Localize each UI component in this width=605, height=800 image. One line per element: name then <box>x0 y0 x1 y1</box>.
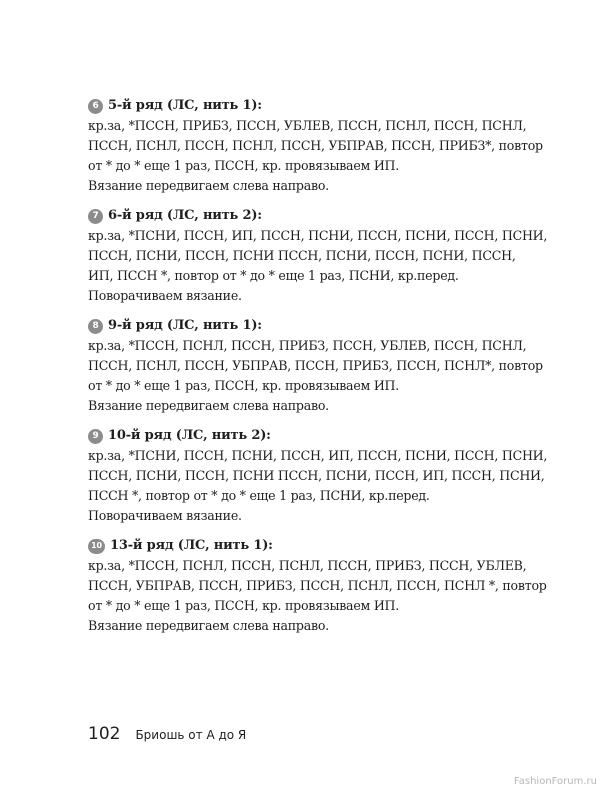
instruction-section-row-10 <box>88 426 548 526</box>
instruction-section-row-5 <box>88 96 548 196</box>
instruction-line: Поворачиваем вязание. <box>88 508 242 523</box>
instruction-line: от * до * еще 1 раз, ПССН, кр. провязываем ИП. <box>88 158 400 173</box>
instruction-line: кр.за, *ПСНИ, ПССН, ИП, ПССН, ПСНИ, ПССН, ПСНИ, ПССН, ПСНИ, <box>88 228 548 243</box>
watermark: FashionForum.ru <box>513 776 597 787</box>
instruction-line: ПССН, ПСНЛ, ПССН, УБПРАВ, ПССН, ПРИБЗ, ПССН, ПСНЛ*, повтор <box>88 358 543 373</box>
instruction-line: кр.за, *ПССН, ПСНЛ, ПССН, ПРИБЗ, ПССН, УБЛЕВ, ПССН, ПСНЛ, <box>88 338 527 353</box>
instruction-line: ПССН *, повтор от * до * еще 1 раз, ПСНИ, кр.перед. <box>88 488 430 503</box>
instruction-line: от * до * еще 1 раз, ПССН, кр. провязываем ИП. <box>88 378 400 393</box>
instruction-section-row-13 <box>88 536 548 636</box>
instruction-line: кр.за, *ПССН, ПРИБЗ, ПССН, УБЛЕВ, ПССН, ПСНЛ, ПССН, ПСНЛ, <box>88 118 527 133</box>
page-number: 102 <box>88 724 121 744</box>
instruction-line: ПССН, ПСНЛ, ПССН, ПСНЛ, ПССН, УБПРАВ, ПССН, ПРИБЗ*, повтор <box>88 138 543 153</box>
instruction-line: Вязание передвигаем слева направо. <box>88 398 329 413</box>
row-heading-text: 6-й ряд (ЛС, нить 2): <box>108 208 262 223</box>
row-heading-text: 10-й ряд (ЛС, нить 2): <box>108 428 271 443</box>
instruction-line: Вязание передвигаем слева направо. <box>88 178 329 193</box>
step-number-badge: 8 <box>88 319 103 334</box>
instruction-line: кр.за, *ПССН, ПСНЛ, ПССН, ПСНЛ, ПССН, ПРИБЗ, ПССН, УБЛЕВ, <box>88 558 527 573</box>
instruction-line: Вязание передвигаем слева направо. <box>88 618 329 633</box>
instruction-line: ПССН, ПСНИ, ПССН, ПСНИ ПССН, ПСНИ, ПССН, ПСНИ, ПССН, <box>88 248 516 263</box>
instruction-line: ПССН, УБПРАВ, ПССН, ПРИБЗ, ПССН, ПСНЛ, ПССН, ПСНЛ *, повтор <box>88 578 547 593</box>
instruction-line: Поворачиваем вязание. <box>88 288 242 303</box>
instruction-section-row-9 <box>88 316 548 416</box>
section-heading <box>88 206 548 226</box>
row-heading-text: 13-й ряд (ЛС, нить 1): <box>110 538 273 553</box>
section-heading <box>88 96 548 116</box>
row-heading-text: 5-й ряд (ЛС, нить 1): <box>108 98 262 113</box>
instruction-line: ИП, ПССН *, повтор от * до * еще 1 раз, ПСНИ, кр.перед. <box>88 268 459 283</box>
page-footer <box>88 724 246 748</box>
section-heading <box>88 316 548 336</box>
section-heading <box>88 536 548 556</box>
step-number-badge: 9 <box>88 429 103 444</box>
instruction-line: ПССН, ПСНИ, ПССН, ПСНИ ПССН, ПСНИ, ПССН, ИП, ПССН, ПСНИ, <box>88 468 545 483</box>
instruction-line: кр.за, *ПСНИ, ПССН, ПСНИ, ПССН, ИП, ПССН, ПСНИ, ПССН, ПСНИ, <box>88 448 548 463</box>
step-number-badge: 10 <box>88 539 105 554</box>
row-heading-text: 9-й ряд (ЛС, нить 1): <box>108 318 262 333</box>
section-heading <box>88 426 548 446</box>
instruction-section-row-6 <box>88 206 548 306</box>
step-number-badge: 6 <box>88 99 103 114</box>
book-title: Бриошь от А до Я <box>135 728 247 742</box>
instruction-line: от * до * еще 1 раз, ПССН, кр. провязываем ИП. <box>88 598 400 613</box>
step-number-badge: 7 <box>88 209 103 224</box>
